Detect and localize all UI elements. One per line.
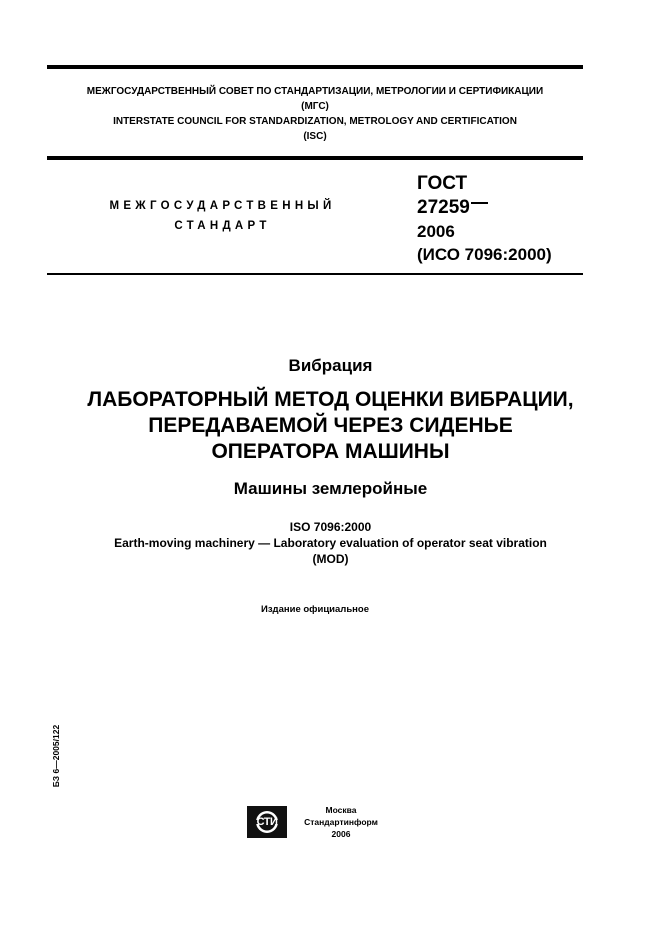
side-code: БЗ 6—2005/122 [51,724,61,788]
main-title [0,387,661,465]
top-rule [47,65,583,69]
council-name-en: INTERSTATE COUNCIL FOR STANDARDIZATION, METROLOGY AND CERTIFICATION [113,116,517,127]
middle-rule [47,156,583,160]
council-abbr-en: (ISC) [303,131,327,142]
standard-type-line2: СТАНДАРТ [174,220,271,232]
main-title-line: ОПЕРАТОРА МАШИНЫ [211,440,450,463]
gost-designation [417,172,552,266]
publisher-city: Москва [325,805,357,815]
gost-number: 27259 [417,197,470,218]
iso-english-title: Earth-moving machinery — Laboratory evaluation of operator seat vibration [114,536,547,550]
edition-label: Издание официальное [261,604,369,615]
publisher-year: 2006 [331,829,351,839]
publisher-block [296,804,386,840]
gost-prefix: ГОСТ [417,173,468,194]
council-abbr-ru: (МГС) [301,101,329,112]
gost-iso-reference: (ИСО 7096:2000) [417,245,552,264]
standard-type-line1: МЕЖГОСУДАРСТВЕННЫЙ [109,200,336,212]
iso-mod: (MOD) [312,552,349,566]
title-block [0,355,661,500]
standartinform-logo-icon [247,806,287,838]
subject-heading: Вибрация [288,356,373,375]
gost-year: 2006 [417,222,455,241]
council-name-ru: МЕЖГОСУДАРСТВЕННЫЙ СОВЕТ ПО СТАНДАРТИЗАЦИИ, МЕТРОЛОГИИ И СЕРТИФИКАЦИИ [86,86,544,97]
main-title-line: ЛАБОРАТОРНЫЙ МЕТОД ОЦЕНКИ ВИБРАЦИИ, [87,388,574,411]
thin-rule [47,273,583,275]
main-title-line: ПЕРЕДАВАЕМОЙ ЧЕРЕЗ СИДЕНЬЕ [148,414,513,437]
subtitle: Машины землеройные [233,479,428,498]
council-header [47,84,583,144]
standard-type [95,196,350,236]
logo-text: СТИ [256,816,278,828]
publisher-name: Стандартинформ [304,817,378,827]
iso-reference-block [0,519,661,567]
iso-code: ISO 7096:2000 [289,520,372,534]
